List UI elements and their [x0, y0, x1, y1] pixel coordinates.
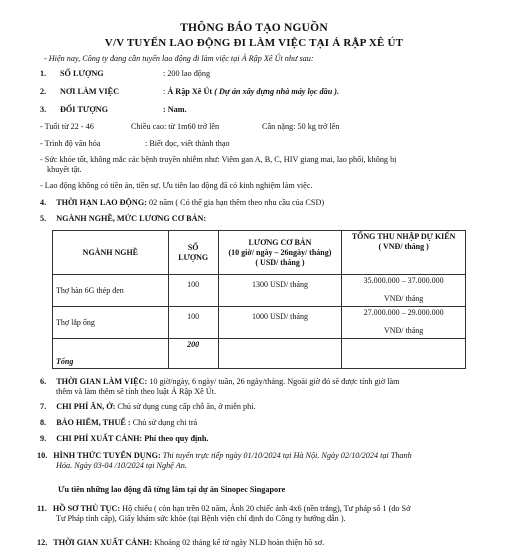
req-age: - Tuổi từ 22 - 46 [40, 122, 94, 131]
table-row [53, 307, 466, 339]
section-8-label: BẢO HIỂM, THUẾ : [56, 418, 131, 427]
row-quantity: 100 [168, 275, 218, 307]
section-3-value: : Nam. [163, 105, 187, 114]
section-4 [40, 198, 324, 208]
row-income-range: 35.000.000 – 37.000.000 [363, 276, 444, 285]
section-2-number: 2. [40, 87, 47, 96]
row-income [342, 307, 466, 339]
req-criminal-record: - Lao động không có tiền án, tiền sự. Ưu tiên lao động đã có kinh nghiệm làm việc. [40, 181, 313, 190]
section-4-label: THỜI HẠN LAO ĐỘNG: [56, 198, 147, 207]
row-quantity: 100 [168, 307, 218, 339]
section-2-label: NƠI LÀM VIỆC [60, 87, 119, 96]
section-11 [37, 504, 489, 525]
section-9 [40, 434, 208, 444]
header-quantity [168, 231, 218, 275]
section-6-value: 10 giờ/ngày, 6 ngày/ tuần, 26 ngày/tháng. Ngoài giờ đó sẽ được tính giờ làm [149, 377, 400, 386]
row-salary: 1300 USD/ tháng [218, 275, 342, 307]
section-12 [37, 538, 324, 548]
document-title: THÔNG BÁO TẠO NGUỒN [180, 22, 328, 34]
row-income-range: 27.000.000 – 29.000.000 [363, 308, 444, 317]
header-income-line1: TỔNG THU NHẬP DỰ KIẾN [351, 232, 456, 241]
section-3-number: 3. [40, 105, 47, 114]
req-health [40, 155, 490, 176]
section-9-value: Phí theo quy định. [144, 434, 209, 443]
section-1-label: SỐ LƯỢNG [60, 69, 104, 78]
section-1-value: : 200 lao động [163, 69, 211, 78]
row-job: Thợ hàn 6G thép đen [53, 275, 169, 307]
document-subtitle: V/V TUYỂN LAO ĐỘNG ĐI LÀM VIỆC TẠI Ả RẬP XÊ ÚT [104, 37, 404, 49]
section-4-number: 4. [40, 198, 47, 207]
section-10-value: Thi tuyển trực tiếp ngày 01/10/2024 tại Hà Nội. Ngày 02/10/2024 tại Thanh [162, 451, 412, 460]
section-7-label: CHI PHÍ ĂN, Ở: [56, 402, 116, 411]
section-8-number: 8. [40, 418, 47, 427]
table-header-row [53, 231, 466, 275]
section-11-line2: Tư Pháp tỉnh cấp), Giấy khám sức khỏe (tại Bệnh viện chỉ định do Công ty hướng dẫn ). [56, 514, 346, 524]
section-6-label: THỜI GIAN LÀM VIỆC: [56, 377, 148, 386]
section-12-label: THỜI GIAN XUẤT CẢNH: [53, 538, 153, 547]
section-11-number: 11. [37, 504, 47, 513]
section-7-number: 7. [40, 402, 47, 411]
section-10 [37, 451, 489, 472]
header-income [342, 231, 466, 275]
priority-note: Ưu tiên những lao động đã từng làm tại dự án Sinopec Singapore [58, 485, 286, 494]
row-income [342, 275, 466, 307]
intro-text: - Hiện nay, Công ty đang cần tuyển lao động đi làm việc tại Ả Rập Xê Út như sau: [44, 54, 314, 63]
section-6-line2: thêm và làm thêm sẽ tính theo luật Ả Rập Xê Út. [56, 387, 217, 397]
section-10-label: HÌNH THỨC TUYỂN DỤNG: [53, 451, 161, 460]
section-1-number: 1. [40, 69, 47, 78]
section-10-line2: Hóa. Ngày 03-04 /10/2024 tại Nghệ An. [56, 461, 187, 471]
section-9-label: CHI PHÍ XUẤT CẢNH: [56, 434, 143, 443]
table-row [53, 275, 466, 307]
section-8 [40, 418, 197, 428]
section-8-value: Chủ sử dụng chi trả [132, 418, 198, 427]
header-salary-line3: ( USD/ tháng ) [255, 257, 305, 267]
section-2-colon: : [163, 87, 168, 96]
header-job: NGÀNH NGHỀ [53, 231, 169, 275]
section-5-label: NGÀNH NGHỀ, MỨC LƯƠNG CƠ BẢN: [56, 214, 207, 223]
req-education-value: : Biết đọc, viết thành thạo [145, 139, 230, 148]
section-12-number: 12. [37, 538, 48, 547]
req-education-label: - Trình độ văn hóa [40, 139, 101, 148]
section-6-number: 6. [40, 377, 47, 386]
section-11-value: Hộ chiếu ( còn hạn trên 02 năm, Ảnh 20 chiếc ảnh 4x6 (nền trắng), Tư pháp số 1 (do Sở [122, 504, 411, 513]
section-4-value: 02 năm ( Có thể gia hạn thêm theo nhu cầu của CSD) [149, 198, 325, 207]
header-income-line2: ( VNĐ/ tháng ) [378, 242, 429, 251]
total-income-empty [342, 339, 466, 369]
section-6 [40, 377, 490, 398]
total-salary-empty [218, 339, 342, 369]
header-salary-line1: LƯƠNG CƠ BẢN [248, 237, 312, 247]
section-2-country: Ả Rập Xê Út [167, 87, 215, 96]
total-quantity: 200 [168, 339, 218, 369]
section-12-value: Khoảng 02 tháng kể từ ngày NLĐ hoàn thiện hồ sơ. [154, 538, 325, 547]
req-health-line1: - Sức khỏe tốt, không mắc các bệnh truyền nhiễm như: Viêm gan A, B, C, HIV giang mai, lao phổi, không bị [40, 155, 397, 164]
section-2-value [163, 87, 339, 97]
req-health-line2: khuyết tật. [47, 165, 82, 175]
req-weight: Cân nặng: 50 kg trở lên [262, 122, 340, 131]
req-height: Chiều cao: từ 1m60 trở lên [131, 122, 220, 131]
salary-table [52, 230, 466, 369]
header-quantity-line1: SỐ [187, 242, 199, 252]
table-total-row [53, 339, 466, 369]
row-job: Thợ lắp ống [53, 307, 169, 339]
section-1 [40, 69, 46, 79]
row-salary: 1000 USD/ tháng [218, 307, 342, 339]
section-5 [40, 214, 206, 224]
total-label: Tổng [53, 339, 169, 369]
section-7-value: Chủ sử dụng cung cấp chỗ ăn, ở miễn phí. [117, 402, 256, 411]
section-10-number: 10. [37, 451, 48, 460]
section-3-label: ĐỐI TƯỢNG [60, 105, 108, 114]
section-2-project: ( Dự án xây dựng nhà máy lọc dầu ). [214, 87, 340, 96]
header-quantity-line2: LƯỢNG [178, 252, 209, 262]
header-salary-line2: (10 giờ/ ngày – 26ngày/ tháng) [228, 247, 332, 257]
section-7 [40, 402, 256, 412]
section-9-number: 9. [40, 434, 47, 443]
row-income-unit: VNĐ/ tháng [383, 294, 424, 303]
section-5-number: 5. [40, 214, 47, 223]
section-11-label: HỒ SƠ THỦ TỤC: [52, 504, 121, 513]
header-salary [218, 231, 342, 275]
row-income-unit: VNĐ/ tháng [383, 326, 424, 335]
